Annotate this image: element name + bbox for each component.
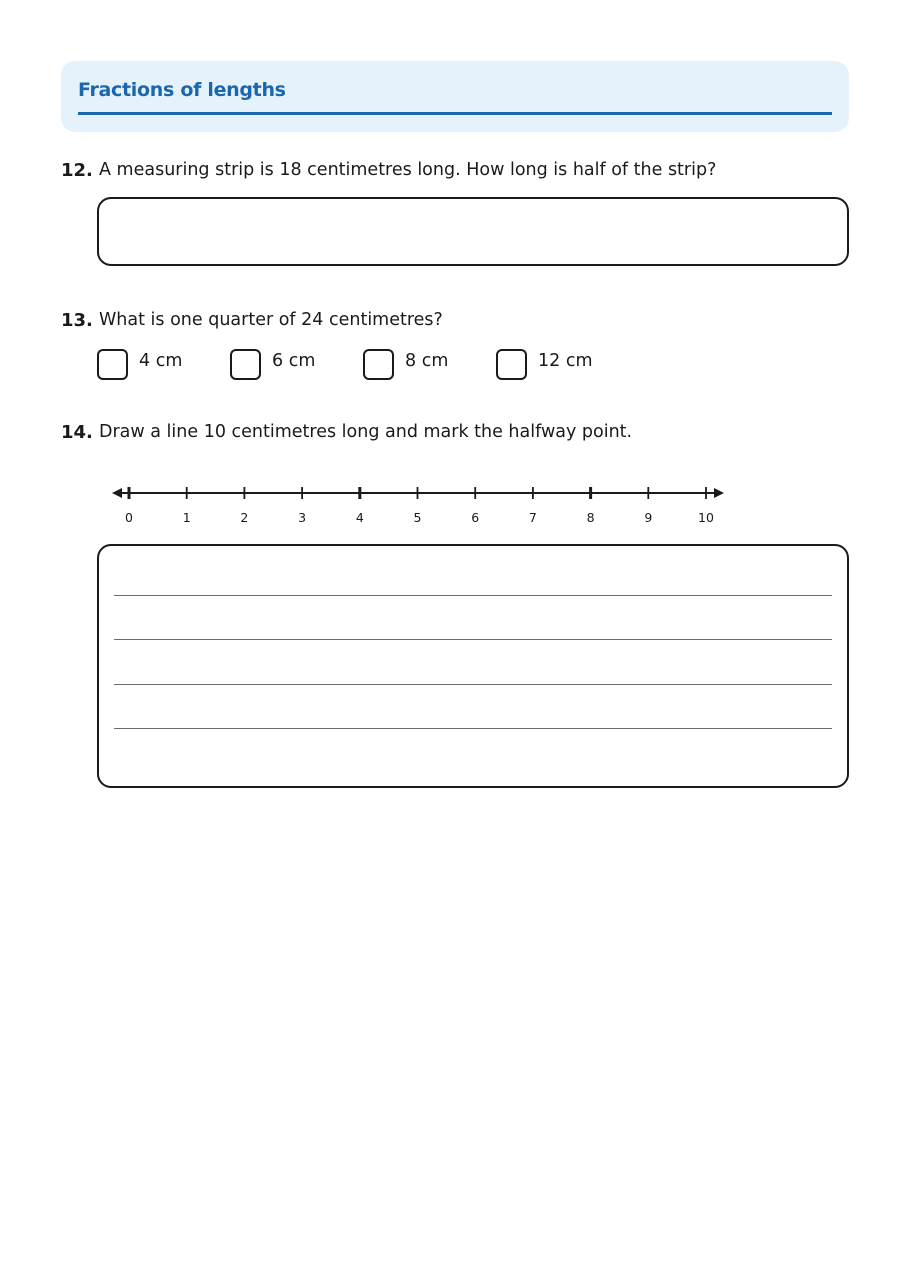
option-4cm[interactable] <box>97 347 182 381</box>
option-6cm-checkbox[interactable] <box>230 349 261 380</box>
number-line <box>108 480 738 530</box>
writing-line <box>114 595 832 596</box>
option-8cm[interactable] <box>363 347 448 381</box>
number-line-tick-label: 10 <box>698 510 714 525</box>
question-13-number: 13. <box>61 310 93 331</box>
number-line-tick-label: 5 <box>413 510 422 525</box>
number-line-tick-label: 2 <box>240 510 249 525</box>
question-12-text: A measuring strip is 18 centimetres long. How long is half of the strip? <box>99 160 717 180</box>
right-arrow-icon <box>714 488 724 498</box>
number-line-tick-label: 3 <box>298 510 307 525</box>
number-line-tick-label: 1 <box>182 510 191 525</box>
number-line-tick-label: 4 <box>355 510 364 525</box>
number-line-tick-label: 7 <box>528 510 537 525</box>
option-12cm-checkbox[interactable] <box>496 349 527 380</box>
section-divider <box>78 112 832 115</box>
number-line-labels <box>125 510 714 525</box>
option-4cm-checkbox[interactable] <box>97 349 128 380</box>
writing-line <box>114 684 832 685</box>
question-13-text: What is one quarter of 24 centimetres? <box>99 310 443 330</box>
option-6cm-label: 6 cm <box>272 351 316 371</box>
left-arrow-icon <box>112 488 122 498</box>
question-12-number: 12. <box>61 160 93 181</box>
option-6cm[interactable] <box>230 347 315 381</box>
option-12cm[interactable] <box>496 347 593 381</box>
question-12-answer-box[interactable] <box>97 197 849 266</box>
writing-line <box>114 639 832 640</box>
writing-line <box>114 728 832 729</box>
question-14-text: Draw a line 10 centimetres long and mark the halfway point. <box>99 422 633 442</box>
question-14-answer-box[interactable] <box>97 544 849 788</box>
question-14-number: 14. <box>61 422 93 443</box>
option-8cm-checkbox[interactable] <box>363 349 394 380</box>
number-line-tick-label: 0 <box>125 510 133 525</box>
option-4cm-label: 4 cm <box>139 351 183 371</box>
number-line-tick-label: 6 <box>471 510 480 525</box>
number-line-tick-label: 8 <box>586 510 595 525</box>
option-12cm-label: 12 cm <box>538 351 593 371</box>
option-8cm-label: 8 cm <box>405 351 449 371</box>
section-header <box>61 61 849 132</box>
number-line-tick-label: 9 <box>644 510 653 525</box>
section-title: Fractions of lengths <box>78 79 286 101</box>
